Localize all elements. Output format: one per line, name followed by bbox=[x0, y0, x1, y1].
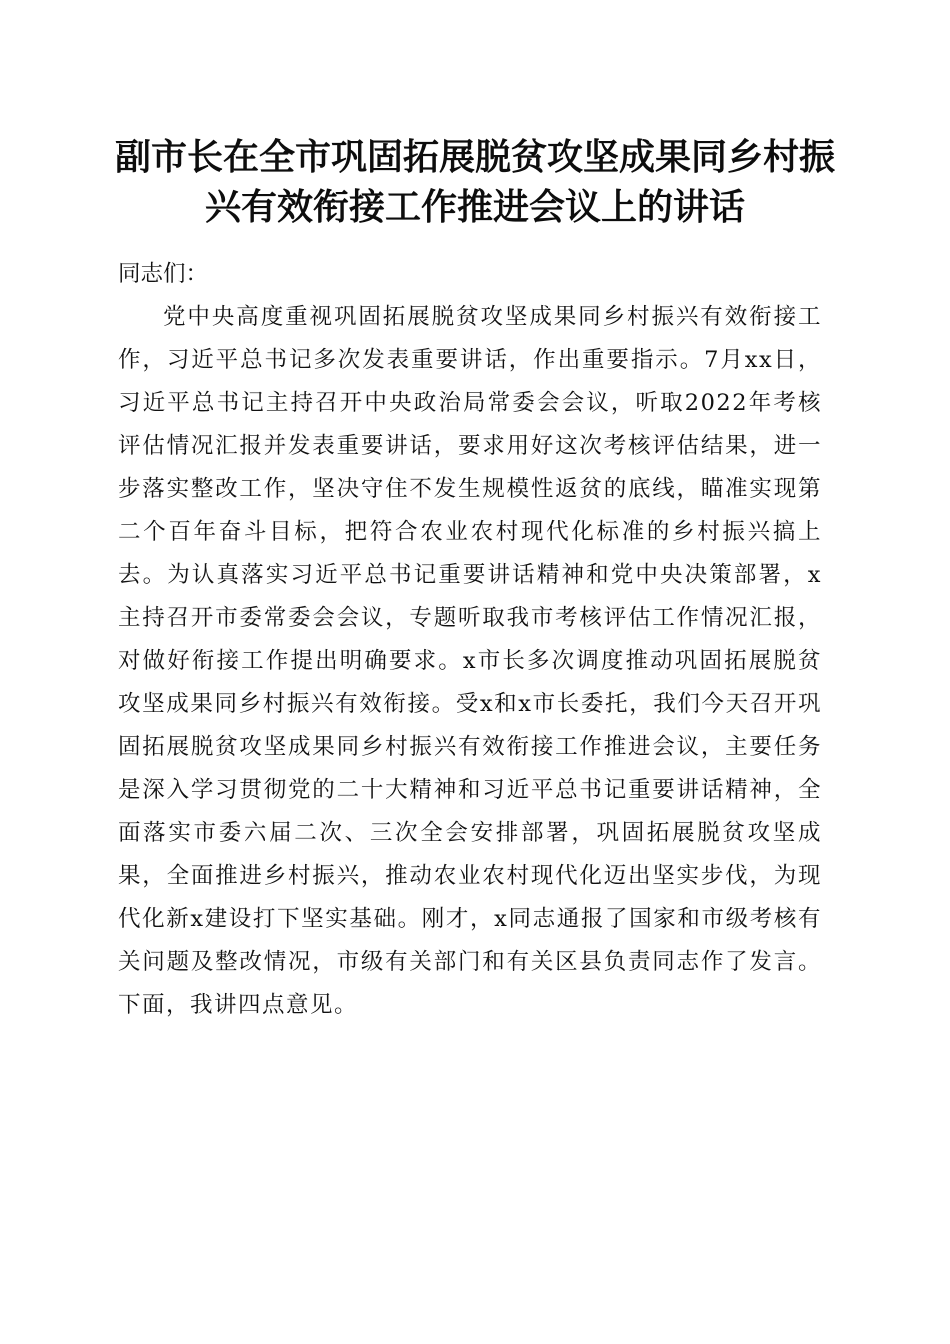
document-title: 副市长在全市巩固拓展脱贫攻坚成果同乡村振兴有效衔接工作推进会议上的讲话 bbox=[114, 136, 835, 228]
document-body bbox=[118, 253, 822, 1027]
body-paragraph: 党中央高度重视巩固拓展脱贫攻坚成果同乡村振兴有效衔接工作，习近平总书记多次发表重要讲话，作出重要指示。7月xx日，习近平总书记主持召开中央政治局常委会会议，听取2022年考核评估情况汇报并发表重要讲话，要求用好这次考核评估结果，进一步落实整改工作，坚决守住不发生规模性返贫的底线，瞄准实现第二个百年奋斗目标，把符合农业农村现代化标准的乡村振兴搞上去。为认真落实习近平总书记重要讲话精神和党中央决策部署，x主持召开市委常委会会议，专题听取我市考核评估工作情况汇报，对做好衔接工作提出明确要求。x市长多次调度推动巩固拓展脱贫攻坚成果同乡村振兴有效衔接。受x和x市长委托，我们今天召开巩固拓展脱贫攻坚成果同乡村振兴有效衔接工作推进会议，主要任务是深入学习贯彻党的二十大精神和习近平总书记重要讲话精神，全面落实市委六届二次、三次全会安排部署，巩固拓展脱贫攻坚成果，全面推进乡村振兴，推动农业农村现代化迈出坚实步伐，为现代化新x建设打下坚实基础。刚才，x同志通报了国家和市级考核有关问题及整改情况，市级有关部门和有关区县负责同志作了发言。下面，我讲四点意见。 bbox=[118, 304, 822, 1018]
salutation: 同志们： bbox=[118, 261, 209, 287]
